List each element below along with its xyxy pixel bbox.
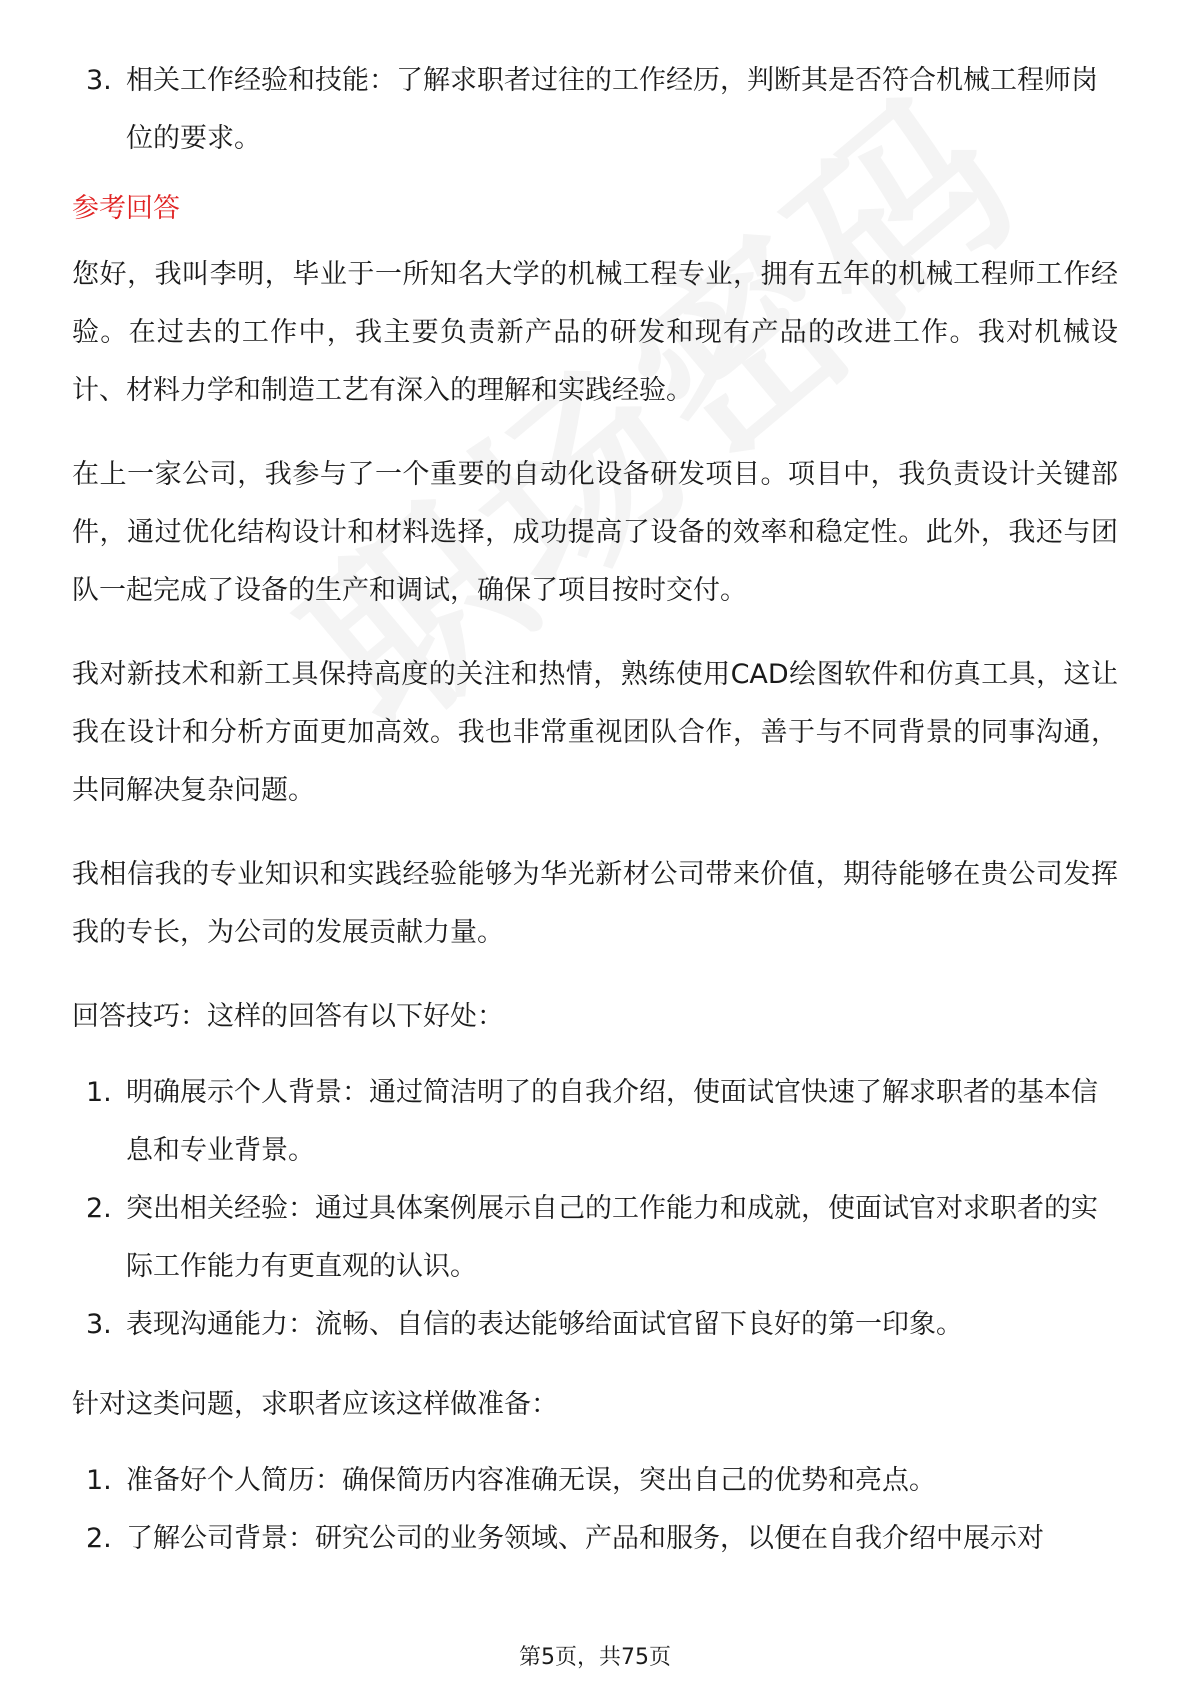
list-text: 突出相关经验：通过具体案例展示自己的工作能力和成就，使面试官对求职者的实际工作能力有更直观的认识。 bbox=[126, 1193, 1098, 1282]
answer-paragraph: 您好，我叫李明，毕业于一所知名大学的机械工程专业，拥有五年的机械工程师工作经验。在过去的工作中，我主要负责新产品的研发和现有产品的改进工作。我对机械设计、材料力学和制造工艺有深入的理解和实践经验。 bbox=[72, 259, 1118, 406]
list-text: 了解公司背景：研究公司的业务领域、产品和服务，以便在自我介绍中展示对 bbox=[126, 1523, 1044, 1554]
list-number: 2. bbox=[86, 1523, 112, 1554]
list-item bbox=[72, 1064, 1118, 1180]
criteria-list bbox=[72, 52, 1118, 168]
prep-intro: 针对这类问题，求职者应该这样做准备： bbox=[72, 1389, 558, 1420]
answer-paragraph: 我相信我的专业知识和实践经验能够为华光新材公司带来价值，期待能够在贵公司发挥我的专长，为公司的发展贡献力量。 bbox=[72, 859, 1118, 948]
list-text: 明确展示个人背景：通过简洁明了的自我介绍，使面试官快速了解求职者的基本信息和专业背景。 bbox=[126, 1077, 1098, 1166]
list-item bbox=[72, 52, 1118, 168]
prep-list bbox=[72, 1452, 1118, 1568]
tips-list bbox=[72, 1064, 1118, 1354]
list-number: 3. bbox=[86, 1309, 112, 1340]
tips-intro: 回答技巧：这样的回答有以下好处： bbox=[72, 1001, 504, 1032]
page-content bbox=[72, 52, 1118, 1568]
list-text: 表现沟通能力：流畅、自信的表达能够给面试官留下良好的第一印象。 bbox=[126, 1309, 963, 1340]
list-item bbox=[72, 1180, 1118, 1296]
list-number: 1. bbox=[86, 1465, 112, 1496]
answer-heading: 参考回答 bbox=[72, 193, 180, 224]
list-text: 准备好个人简历：确保简历内容准确无误，突出自己的优势和亮点。 bbox=[126, 1465, 936, 1496]
list-item bbox=[72, 1452, 1118, 1510]
answer-paragraph: 在上一家公司，我参与了一个重要的自动化设备研发项目。项目中，我负责设计关键部件，通过优化结构设计和材料选择，成功提高了设备的效率和稳定性。此外，我还与团队一起完成了设备的生产和调试，确保了项目按时交付。 bbox=[72, 459, 1118, 606]
list-item bbox=[72, 1296, 1118, 1354]
answer-paragraph: 我对新技术和新工具保持高度的关注和热情，熟练使用CAD绘图软件和仿真工具，这让我在设计和分析方面更加高效。我也非常重视团队合作，善于与不同背景的同事沟通，共同解决复杂问题。 bbox=[72, 659, 1118, 806]
list-item bbox=[72, 1510, 1118, 1568]
page-footer: 第5页，共75页 bbox=[519, 1645, 671, 1670]
list-number: 2. bbox=[86, 1193, 112, 1224]
list-number: 3. bbox=[86, 65, 112, 96]
list-text: 相关工作经验和技能：了解求职者过往的工作经历，判断其是否符合机械工程师岗位的要求。 bbox=[126, 65, 1098, 154]
list-number: 1. bbox=[86, 1077, 112, 1108]
